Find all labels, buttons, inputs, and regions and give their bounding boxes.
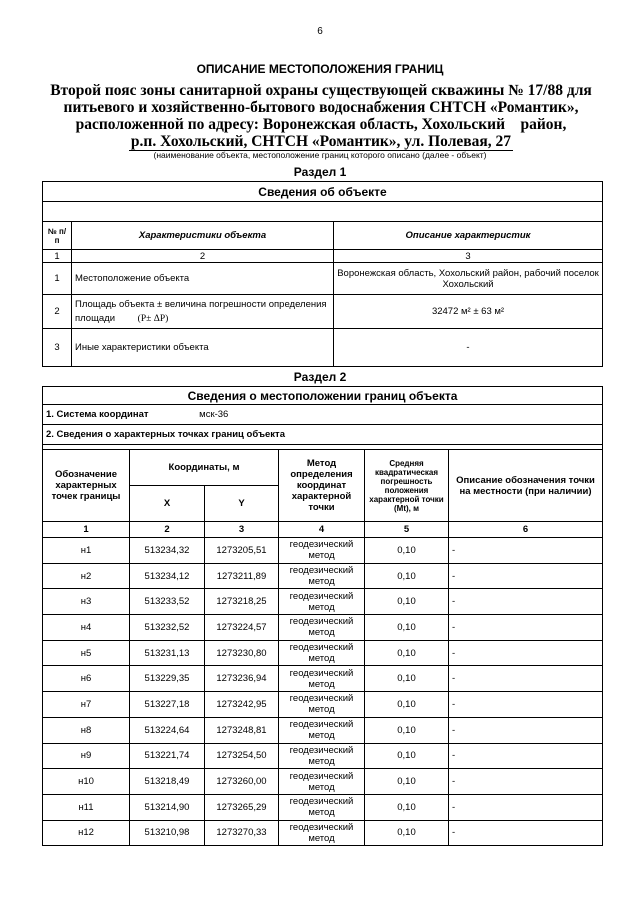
point-description: - xyxy=(449,820,603,846)
point-method: геодезический метод xyxy=(279,717,365,743)
point-name: н5 xyxy=(43,640,130,666)
point-x: 513234,12 xyxy=(130,563,205,589)
point-y: 1273218,25 xyxy=(205,589,279,615)
point-method: геодезический метод xyxy=(279,666,365,692)
column-number: 1 xyxy=(43,522,130,538)
point-description: - xyxy=(449,666,603,692)
point-y: 1273270,33 xyxy=(205,820,279,846)
table-row xyxy=(43,820,603,846)
point-description: - xyxy=(449,589,603,615)
point-x: 513218,49 xyxy=(130,769,205,795)
object-name xyxy=(40,82,602,151)
point-method: геодезический метод xyxy=(279,692,365,718)
point-name: н9 xyxy=(43,743,130,769)
point-mean-error: 0,10 xyxy=(365,563,449,589)
column-number: 3 xyxy=(334,250,603,263)
point-name: н10 xyxy=(43,769,130,795)
point-mean-error: 0,10 xyxy=(365,615,449,641)
table-row xyxy=(43,538,603,564)
row-num: 1 xyxy=(43,263,72,295)
table-row xyxy=(43,615,603,641)
point-y: 1273260,00 xyxy=(205,769,279,795)
point-name: н11 xyxy=(43,794,130,820)
point-mean-error: 0,10 xyxy=(365,743,449,769)
header-characteristics: Характеристики объекта xyxy=(72,222,334,250)
object-name-line-2: питьевого и хозяйственно-бытового водоснабжения СНТСН «Романтик», xyxy=(63,99,579,116)
row-characteristic: Местоположение объекта xyxy=(72,263,334,295)
point-name: н8 xyxy=(43,717,130,743)
column-number: 5 xyxy=(365,522,449,538)
point-y: 1273211,89 xyxy=(205,563,279,589)
point-method: геодезический метод xyxy=(279,769,365,795)
table-row xyxy=(43,640,603,666)
point-description: - xyxy=(449,615,603,641)
row-num: 3 xyxy=(43,329,72,367)
point-mean-error: 0,10 xyxy=(365,692,449,718)
table-row xyxy=(43,743,603,769)
point-description: - xyxy=(449,743,603,769)
object-name-line-1: Второй пояс зоны санитарной охраны существующей скважины № 17/88 для xyxy=(50,82,592,99)
object-name-line-3: расположенной по адресу: Воронежская область, Хохольский район, xyxy=(75,116,567,133)
point-mean-error: 0,10 xyxy=(365,666,449,692)
row-characteristic xyxy=(72,295,334,329)
point-y: 1273205,51 xyxy=(205,538,279,564)
object-name-caption: (наименование объекта, местоположение границ которого описано (далее - объект) xyxy=(153,150,487,160)
coordinate-system-label: 1. Система координат xyxy=(46,409,149,420)
point-method: геодезический метод xyxy=(279,794,365,820)
row-num: 2 xyxy=(43,295,72,329)
point-mean-error: 0,10 xyxy=(365,640,449,666)
object-name-line-4: р.п. Хохольский, СНТСН «Романтик», ул. Полевая, 27 xyxy=(130,133,512,150)
header-location-description: Описание обозначения точки на местности (при наличии) xyxy=(449,450,603,522)
row-description: - xyxy=(334,329,603,367)
area-label: Площадь объекта ± величина погрешности определения площади xyxy=(75,298,327,324)
header-coordinates: Координаты, м xyxy=(130,450,279,486)
point-description: - xyxy=(449,692,603,718)
point-name: н2 xyxy=(43,563,130,589)
point-name: н3 xyxy=(43,589,130,615)
point-mean-error: 0,10 xyxy=(365,820,449,846)
point-description: - xyxy=(449,717,603,743)
column-number: 4 xyxy=(279,522,365,538)
point-method: геодезический метод xyxy=(279,538,365,564)
point-method: геодезический метод xyxy=(279,615,365,641)
point-x: 513233,52 xyxy=(130,589,205,615)
point-description: - xyxy=(449,538,603,564)
point-y: 1273265,29 xyxy=(205,794,279,820)
object-info-table xyxy=(42,181,603,367)
section-2-title: Сведения о местоположении границ объекта xyxy=(43,387,603,405)
points-heading: 2. Сведения о характерных точках границ объекта xyxy=(43,425,603,445)
point-description: - xyxy=(449,769,603,795)
point-method: геодезический метод xyxy=(279,640,365,666)
row-characteristic: Иные характеристики объекта xyxy=(72,329,334,367)
header-mean-error: Средняя квадратическая погрешность положения характерной точки (Mt), м xyxy=(365,450,449,522)
point-mean-error: 0,10 xyxy=(365,717,449,743)
spacer-row xyxy=(43,202,603,222)
header-designation: Обозначение характерных точек границы xyxy=(43,450,130,522)
point-method: геодезический метод xyxy=(279,589,365,615)
point-y: 1273254,50 xyxy=(205,743,279,769)
point-description: - xyxy=(449,640,603,666)
table-row xyxy=(43,666,603,692)
point-y: 1273230,80 xyxy=(205,640,279,666)
point-y: 1273224,57 xyxy=(205,615,279,641)
point-method: геодезический метод xyxy=(279,820,365,846)
table-row xyxy=(43,563,603,589)
point-x: 513231,13 xyxy=(130,640,205,666)
point-x: 513221,74 xyxy=(130,743,205,769)
point-x: 513234,32 xyxy=(130,538,205,564)
point-x: 513224,64 xyxy=(130,717,205,743)
point-mean-error: 0,10 xyxy=(365,538,449,564)
table-row xyxy=(43,692,603,718)
point-mean-error: 0,10 xyxy=(365,794,449,820)
point-x: 513227,18 xyxy=(130,692,205,718)
header-method: Метод определения координат характерной точки xyxy=(279,450,365,522)
section-2-label: Раздел 2 xyxy=(293,370,347,384)
point-name: н1 xyxy=(43,538,130,564)
header-description: Описание характеристик xyxy=(334,222,603,250)
point-name: н4 xyxy=(43,615,130,641)
boundary-points-table xyxy=(42,386,603,846)
column-number: 2 xyxy=(72,250,334,263)
table-row xyxy=(43,589,603,615)
point-y: 1273236,94 xyxy=(205,666,279,692)
header-num: № п/п xyxy=(43,222,72,250)
section-1-label: Раздел 1 xyxy=(293,165,347,179)
point-name: н7 xyxy=(43,692,130,718)
point-y: 1273248,81 xyxy=(205,717,279,743)
point-x: 513232,52 xyxy=(130,615,205,641)
point-x: 513210,98 xyxy=(130,820,205,846)
header-x: X xyxy=(130,486,205,522)
column-number: 3 xyxy=(205,522,279,538)
page-number: 6 xyxy=(317,26,323,37)
document-title: ОПИСАНИЕ МЕСТОПОЛОЖЕНИЯ ГРАНИЦ xyxy=(196,62,444,76)
column-number: 1 xyxy=(43,250,72,263)
point-name: н12 xyxy=(43,820,130,846)
header-y: Y xyxy=(205,486,279,522)
column-number: 2 xyxy=(130,522,205,538)
point-y: 1273242,95 xyxy=(205,692,279,718)
point-description: - xyxy=(449,563,603,589)
point-method: геодезический метод xyxy=(279,743,365,769)
row-description: 32472 м² ± 63 м² xyxy=(334,295,603,329)
table-row xyxy=(43,769,603,795)
point-mean-error: 0,10 xyxy=(365,589,449,615)
point-x: 513229,35 xyxy=(130,666,205,692)
table-row xyxy=(43,794,603,820)
coordinate-system xyxy=(43,405,603,425)
coordinate-system-value: мск-36 xyxy=(199,409,229,420)
point-mean-error: 0,10 xyxy=(365,769,449,795)
table-row xyxy=(43,717,603,743)
point-x: 513214,90 xyxy=(130,794,205,820)
area-formula: (P± ΔP) xyxy=(137,313,169,324)
point-description: - xyxy=(449,794,603,820)
section-1-title: Сведения об объекте xyxy=(43,182,603,202)
column-number: 6 xyxy=(449,522,603,538)
point-method: геодезический метод xyxy=(279,563,365,589)
row-description: Воронежская область, Хохольский район, рабочий поселок Хохольский xyxy=(334,263,603,295)
point-name: н6 xyxy=(43,666,130,692)
